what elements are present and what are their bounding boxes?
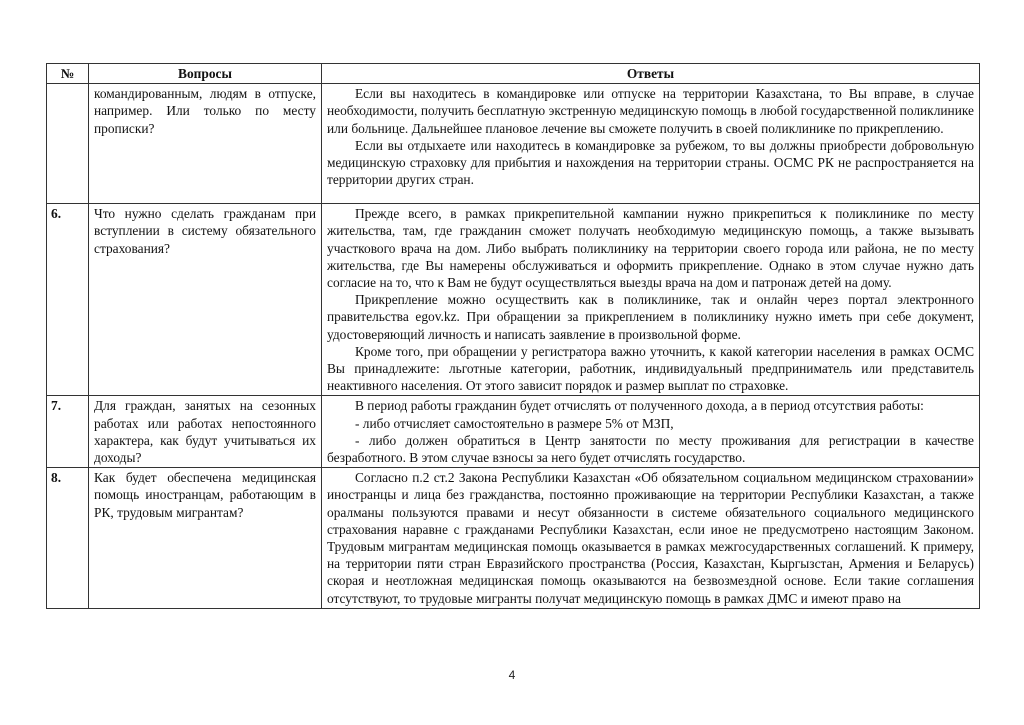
table-row <box>47 396 980 468</box>
table-row <box>47 468 980 609</box>
answer-paragraph: Если вы находитесь в командировке или отпуске на территории Казахстана, то Вы вправе, в случае необходимости, получить бесплатную экстренную медицинскую помощь в любой государственной поликлинике или больнице. Дальнейшее плановое лечение вы сможете получить в своей поликлинике по прикреплению. <box>327 86 974 136</box>
answer-cell <box>322 84 980 204</box>
header-answers: Ответы <box>322 64 980 84</box>
table-row <box>47 204 980 396</box>
question-text: Для граждан, занятых на сезонных работах или работах непостоянного характера, как будут учитываться их доходы? <box>94 398 316 466</box>
table-row <box>47 84 980 204</box>
row-number: 6. <box>47 204 89 396</box>
answer-cell <box>322 204 980 396</box>
table-header-row <box>47 64 980 84</box>
answer-cell <box>322 468 980 609</box>
question-text: Как будет обеспечена медицинская помощь иностранцам, работающим в РК, трудовым мигрантам? <box>94 470 316 520</box>
answer-paragraph: Прикрепление можно осуществить как в поликлинике, так и онлайн через портал электронного правительства egov.kz. При обращении за прикреплением в поликлинику нужно иметь при себе документ, удостоверяющий личность и написать заявление в произвольной форме. <box>327 292 974 342</box>
question-text: Что нужно сделать гражданам при вступлении в систему обязательного страхования? <box>94 206 316 256</box>
answer-paragraph: В период работы гражданин будет отчислять от полученного дохода, а в период отсутствия работы: <box>355 398 924 414</box>
answer-cell <box>322 396 980 468</box>
answer-list-item: - либо должен обратиться в Центр занятости по месту проживания для регистрации в качестве безработного. В этом случае взносы за него будет отчислять государство. <box>327 432 974 466</box>
question-cell <box>89 204 322 396</box>
question-cell <box>89 468 322 609</box>
question-cell <box>89 396 322 468</box>
qa-table <box>46 63 980 609</box>
answer-paragraph: Кроме того, при обращении у регистратора важно уточнить, к какой категории населения в рамках ОСМС Вы принадлежите: льготные категории, работник, индивидуальный предприниматель или представитель неактивного населения. От этого зависит порядок и размер выплат по страховке. <box>327 343 974 394</box>
question-cell <box>89 84 322 204</box>
question-text: командированным, людям в отпуске, например. Или только по месту прописки? <box>94 86 316 136</box>
answer-list-item: - либо отчисляет самостоятельно в размере 5% от МЗП, <box>355 415 674 431</box>
answer-paragraph: Согласно п.2 ст.2 Закона Республики Казахстан «Об обязательном социальном медицинском страховании» иностранцы и лица без гражданства, постоянно проживающие на территории Республики Казахстан, а также оралманы пользуются правами и несут обязанности в системе обязательного социального медицинского страхования наравне с гражданами Республики Казахстан, если иное не предусмотрено настоящим Законом. Трудовым мигрантам медицинская помощь оказывается в рамках межгосударственных соглашений. К примеру, на территории пяти стран Евразийского пространства (Россия, Казахстан, Кыргызстан, Армения и Беларусь) скорая и неотложная медицинская помощь оказываются на безвозмездной основе. Если такие соглашения отсутствуют, то трудовые мигранты получат медицинскую помощь в рамках ДМС и имеют право на <box>327 470 974 606</box>
row-number <box>47 84 89 204</box>
row-number: 8. <box>47 468 89 609</box>
answer-paragraph: Если вы отдыхаете или находитесь в командировке за рубежом, то вы должны приобрести добровольную медицинскую страховку для прибытия и нахождения на территории страны. ОСМС РК не распространяется на территории других стран. <box>327 137 974 188</box>
header-number: № <box>47 64 89 84</box>
answer-paragraph: Прежде всего, в рамках прикрепительной кампании нужно прикрепиться к поликлинике по месту жительства, там, где гражданин сможет получать необходимую медицинскую помощь, а также вызывать участкового врача на дом. Либо выбрать поликлинику на территории своего города или района, не по месту жительства, где Вы намерены обслуживаться и оформить прикрепление. Однако в этом случае нужно дать согласие на то, что к Вам не будут осуществляться выезды врача на дом и патронаж детей на дому. <box>327 206 974 291</box>
row-number: 7. <box>47 396 89 468</box>
header-questions: Вопросы <box>89 64 322 84</box>
page-number: 4 <box>508 668 516 682</box>
